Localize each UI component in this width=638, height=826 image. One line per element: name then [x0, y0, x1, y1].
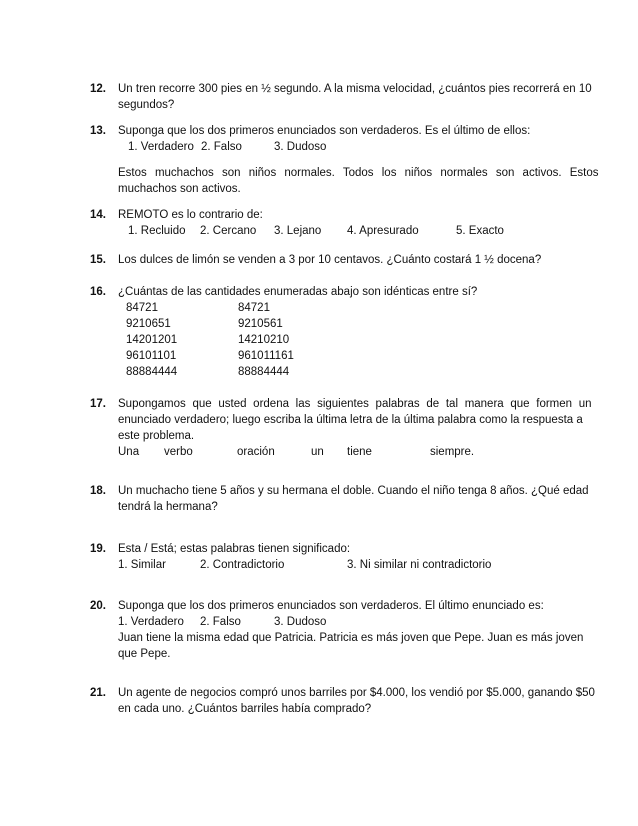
question-number: 20.: [90, 600, 106, 612]
question-text: Esta / Está; estas palabras tienen significado:: [118, 543, 351, 555]
statement-text: Juan tiene la misma edad que Patricia. Patricia es más joven que Pepe. Juan es más joven: [118, 632, 584, 644]
word: oración: [237, 446, 275, 458]
number-right: 84721: [238, 302, 270, 314]
question-number: 12.: [90, 83, 106, 95]
question-number: 15.: [90, 254, 106, 266]
question-text: Los dulces de limón se venden a 3 por 10 centavos. ¿Cuánto costará 1 ½ docena?: [118, 254, 542, 266]
question-text: Suponga que los dos primeros enunciados son verdaderos. Es el último de ellos:: [118, 125, 531, 137]
question-text: en cada uno. ¿Cuántos barriles había comprado?: [118, 703, 372, 715]
number-left: 9210651: [126, 318, 171, 330]
statement-text: Estos muchachos son niños normales. Todos los niños normales son activos. Estos: [118, 167, 599, 179]
question-number: 18.: [90, 485, 106, 497]
option: 2. Contradictorio: [200, 559, 285, 571]
statement-text: que Pepe.: [118, 648, 171, 660]
question-text: tendrá la hermana?: [118, 501, 218, 513]
option: 3. Dudoso: [274, 141, 327, 153]
option: 1. Verdadero: [118, 616, 184, 628]
question-text: Un muchacho tiene 5 años y su hermana el doble. Cuando el niño tenga 8 años. ¿Qué edad: [118, 485, 589, 497]
option: 3. Dudoso: [274, 616, 327, 628]
option: 2. Falso: [201, 141, 242, 153]
option: 5. Exacto: [456, 225, 504, 237]
number-left: 84721: [126, 302, 158, 314]
option: 2. Falso: [200, 616, 241, 628]
question-text: Un tren recorre 300 pies en ½ segundo. A la misma velocidad, ¿cuántos pies recorrerá en 10: [118, 83, 592, 95]
option: 4. Apresurado: [347, 225, 419, 237]
question-number: 21.: [90, 687, 106, 699]
option: 2. Cercano: [200, 225, 257, 237]
number-pair: [118, 364, 550, 380]
answer-options: [118, 614, 550, 630]
number-left: 96101101: [126, 350, 177, 362]
number-pair: [118, 300, 550, 316]
question-text: ¿Cuántas de las cantidades enumeradas abajo son idénticas entre sí?: [118, 286, 478, 298]
question-number: 13.: [90, 125, 106, 137]
number-right: 9210561: [238, 318, 283, 330]
word: un: [311, 446, 324, 458]
question-number: 16.: [90, 286, 106, 298]
option: 1. Similar: [118, 559, 166, 571]
answer-options: [118, 223, 550, 239]
number-left: 14201201: [126, 334, 178, 346]
number-left: 88884444: [126, 366, 178, 378]
number-right: 88884444: [238, 366, 290, 378]
word: verbo: [164, 446, 193, 458]
question-text: segundos?: [118, 99, 175, 111]
question-text: REMOTO es lo contrario de:: [118, 209, 263, 221]
option: 1. Verdadero: [128, 141, 194, 153]
word: Una: [118, 446, 140, 458]
number-pair: [118, 348, 550, 364]
answer-options: [118, 139, 550, 155]
question-text: Suponga que los dos primeros enunciados son verdaderos. El último enunciado es:: [118, 600, 544, 612]
number-right: 961011161: [238, 350, 294, 362]
question-text: este problema.: [118, 430, 195, 442]
question-number: 14.: [90, 209, 106, 221]
question-number: 17.: [90, 398, 106, 410]
question-number: 19.: [90, 543, 106, 555]
statement-text: muchachos son activos.: [118, 183, 241, 195]
word: siempre.: [430, 446, 475, 458]
option: 3. Lejano: [274, 225, 322, 237]
number-pair: [118, 316, 550, 332]
number-right: 14210210: [238, 334, 290, 346]
question-text: enunciado verdadero; luego escriba la última letra de la última palabra como la respuesta a: [118, 414, 583, 426]
word-list: [118, 444, 550, 460]
option: 1. Recluido: [128, 225, 186, 237]
word: tiene: [347, 446, 372, 458]
question-text: Supongamos que usted ordena las siguientes palabras de tal manera que formen un: [118, 398, 592, 410]
number-pair: [118, 332, 550, 348]
option: 3. Ni similar ni contradictorio: [347, 559, 492, 571]
answer-options: [118, 557, 550, 573]
question-text: Un agente de negocios compró unos barriles por $4.000, los vendió por $5.000, ganando $50: [118, 687, 595, 699]
